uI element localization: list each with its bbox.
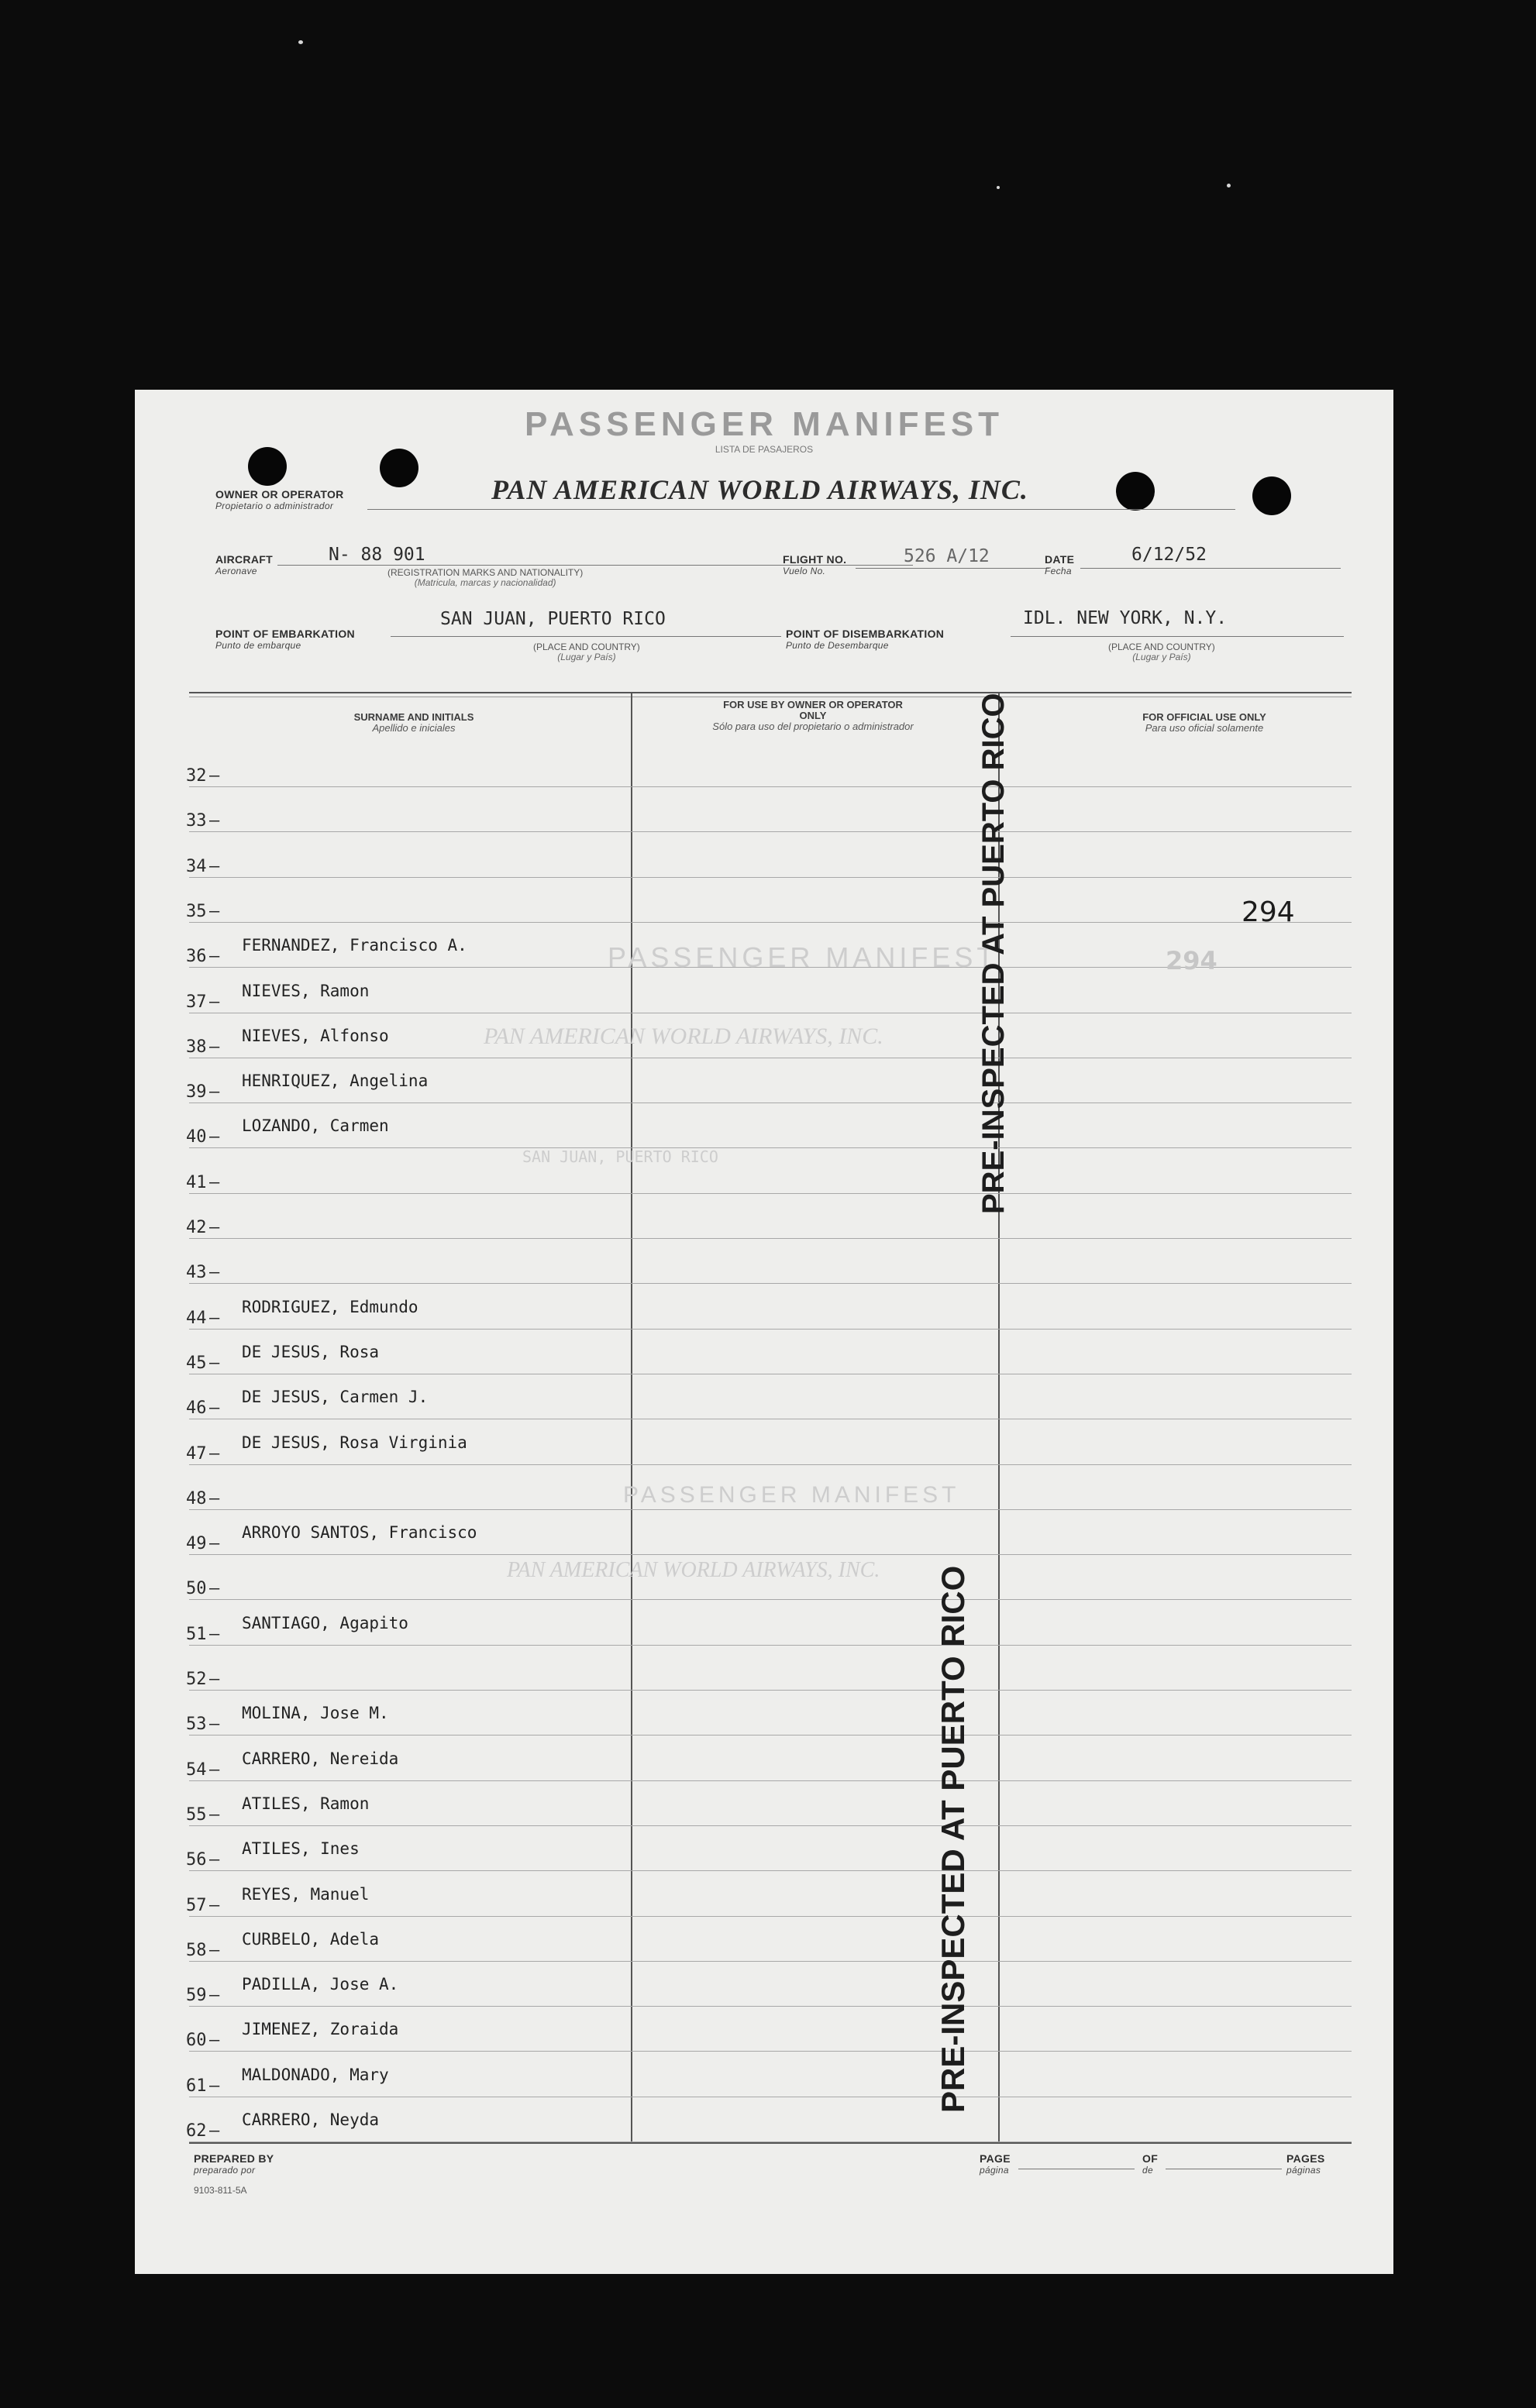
row-number-dash: – bbox=[209, 1760, 220, 1780]
date-value: 6/12/52 bbox=[1131, 545, 1207, 565]
row-number: 38 bbox=[186, 1037, 207, 1057]
passenger-name: SANTIAGO, Agapito bbox=[242, 1613, 408, 1632]
row-number: 43 bbox=[186, 1263, 207, 1283]
bleed-through-title: PASSENGER MANIFEST bbox=[608, 941, 998, 973]
flight-underline bbox=[856, 568, 1049, 569]
row-number: 59 bbox=[186, 1986, 207, 2006]
of-label-en: OF bbox=[1142, 2152, 1159, 2165]
page-label-es: página bbox=[980, 2165, 1009, 2176]
page-label bbox=[980, 2153, 1011, 2176]
bleed-through-embark: SAN JUAN, PUERTO RICO bbox=[522, 1147, 718, 1166]
embarkation-value: SAN JUAN, PUERTO RICO bbox=[440, 609, 666, 629]
row-rule bbox=[189, 1238, 1352, 1239]
disembark-caption-es: (Lugar y País) bbox=[1132, 652, 1191, 662]
row-number: 57 bbox=[186, 1895, 207, 1915]
aircraft-label-es: Aeronave bbox=[215, 566, 257, 576]
punch-hole bbox=[1252, 476, 1291, 515]
row-number-dash: – bbox=[209, 1804, 220, 1825]
carrier-underline bbox=[367, 509, 1235, 510]
row-number: 56 bbox=[186, 1850, 207, 1870]
date-underline bbox=[1080, 568, 1341, 569]
official-use-header-es: Para uso oficial solamente bbox=[1145, 722, 1264, 734]
embark-caption-en: (PLACE AND COUNTRY) bbox=[533, 642, 640, 652]
row-number-dash: – bbox=[209, 1624, 220, 1644]
row-number-dash: – bbox=[209, 2076, 220, 2096]
manifest-subtitle: LISTA DE PASAJEROS bbox=[715, 444, 814, 455]
row-rule bbox=[189, 922, 1352, 923]
row-number-dash: – bbox=[209, 1488, 220, 1508]
embark-label-es: Punto de embarque bbox=[215, 640, 301, 651]
bleed-through-number: 294 bbox=[1166, 946, 1217, 975]
pages-label-es: páginas bbox=[1286, 2165, 1321, 2176]
bleed-through-title-2: PASSENGER MANIFEST bbox=[623, 1482, 960, 1508]
row-rule bbox=[189, 877, 1352, 878]
row-number: 61 bbox=[186, 2076, 207, 2096]
page-label-en: PAGE bbox=[980, 2152, 1011, 2165]
row-number-dash: – bbox=[209, 1172, 220, 1192]
row-number: 46 bbox=[186, 1398, 207, 1419]
row-number: 40 bbox=[186, 1127, 207, 1147]
prepared-by-label-es: preparado por bbox=[194, 2165, 256, 2176]
manifest-title: PASSENGER MANIFEST bbox=[524, 405, 1004, 443]
carrier-name: PAN AMERICAN WORLD AIRWAYS, INC. bbox=[491, 474, 1028, 505]
pages-label bbox=[1286, 2153, 1324, 2176]
aircraft-label-en: AIRCRAFT bbox=[215, 553, 273, 566]
official-use-header-en: FOR OFFICIAL USE ONLY bbox=[1142, 711, 1266, 723]
passenger-name: DE JESUS, Carmen J. bbox=[242, 1388, 429, 1407]
bleed-through-carrier-2: PAN AMERICAN WORLD AIRWAYS, INC. bbox=[507, 1558, 880, 1582]
passenger-name: CURBELO, Adela bbox=[242, 1929, 380, 1949]
row-number-dash: – bbox=[209, 1353, 220, 1373]
row-rule bbox=[189, 1825, 1352, 1826]
owner-use-header-en: FOR USE BY OWNER OR OPERATOR ONLY bbox=[723, 699, 903, 721]
row-rule bbox=[189, 1193, 1352, 1194]
row-number: 36 bbox=[186, 947, 207, 967]
scan-speck bbox=[298, 40, 303, 44]
row-number-dash: – bbox=[209, 2121, 220, 2141]
row-number-dash: – bbox=[209, 1263, 220, 1283]
row-number: 50 bbox=[186, 1579, 207, 1599]
passenger-name: CARRERO, Nereida bbox=[242, 1749, 399, 1768]
row-number: 37 bbox=[186, 992, 207, 1012]
row-number: 42 bbox=[186, 1218, 207, 1237]
registration-caption bbox=[387, 568, 583, 588]
passenger-name: PADILLA, Jose A. bbox=[242, 1975, 399, 1994]
row-number: 49 bbox=[186, 1534, 207, 1554]
row-number-dash: – bbox=[209, 766, 220, 786]
row-number-dash: – bbox=[209, 1127, 220, 1147]
row-number-dash: – bbox=[209, 2031, 220, 2051]
passenger-name: FERNANDEZ, Francisco A. bbox=[242, 936, 467, 955]
row-number-dash: – bbox=[209, 1579, 220, 1599]
row-number: 51 bbox=[186, 1624, 207, 1644]
passenger-name: NIEVES, Alfonso bbox=[242, 1026, 389, 1045]
disembarkation-underline bbox=[1011, 636, 1344, 637]
row-number: 60 bbox=[186, 2031, 207, 2051]
flight-value: 526 A/12 bbox=[904, 546, 990, 566]
row-number-dash: – bbox=[209, 1986, 220, 2006]
row-rule bbox=[189, 2006, 1352, 2007]
passenger-name: ARROYO SANTOS, Francisco bbox=[242, 1523, 477, 1543]
row-number: 32 bbox=[186, 766, 207, 786]
page-number: 294 bbox=[1242, 896, 1295, 928]
row-number: 34 bbox=[186, 856, 207, 876]
disembark-label-en: POINT OF DISEMBARKATION bbox=[786, 628, 945, 640]
passenger-name: NIEVES, Ramon bbox=[242, 981, 370, 1000]
row-rule bbox=[189, 1509, 1352, 1510]
row-number: 54 bbox=[186, 1760, 207, 1780]
row-number-dash: – bbox=[209, 1082, 220, 1103]
row-number-dash: – bbox=[209, 1308, 220, 1328]
row-number: 48 bbox=[186, 1488, 207, 1508]
bleed-through-carrier: PAN AMERICAN WORLD AIRWAYS, INC. bbox=[484, 1023, 883, 1049]
surname-header-es: Apellido e iniciales bbox=[372, 722, 456, 734]
row-rule bbox=[189, 1916, 1352, 1917]
scan-speck bbox=[1227, 184, 1231, 187]
pre-inspected-stamp: PRE-INSPECTED AT PUERTO RICO bbox=[976, 693, 1011, 1214]
row-rule bbox=[189, 1780, 1352, 1781]
passenger-name: CARRERO, Neyda bbox=[242, 2110, 380, 2129]
surname-column-header bbox=[274, 712, 553, 734]
row-number-dash: – bbox=[209, 992, 220, 1012]
row-rule bbox=[189, 1283, 1352, 1284]
row-number-dash: – bbox=[209, 1534, 220, 1554]
date-label-en: DATE bbox=[1045, 553, 1075, 566]
passenger-name: MALDONADO, Mary bbox=[242, 2065, 389, 2084]
punch-hole bbox=[1116, 472, 1155, 511]
owner-label-en: OWNER OR OPERATOR bbox=[215, 488, 344, 501]
owner-use-header-es: Sólo para uso del propietario o administrador bbox=[712, 721, 914, 732]
aircraft-value: N- 88 901 bbox=[329, 545, 425, 565]
of-label bbox=[1142, 2153, 1158, 2176]
row-number: 39 bbox=[186, 1082, 207, 1103]
row-rule bbox=[189, 1690, 1352, 1691]
row-rule bbox=[189, 1554, 1352, 1555]
surname-header-en: SURNAME AND INITIALS bbox=[353, 711, 474, 723]
row-number-dash: – bbox=[209, 1895, 220, 1915]
manifest-sheet bbox=[135, 390, 1393, 2274]
row-number-dash: – bbox=[209, 1715, 220, 1735]
row-number-dash: – bbox=[209, 1218, 220, 1237]
passenger-name: DE JESUS, Rosa bbox=[242, 1342, 380, 1361]
flight-label bbox=[783, 554, 846, 577]
flight-label-es: Vuelo No. bbox=[783, 566, 826, 576]
row-number: 33 bbox=[186, 811, 207, 831]
row-number-dash: – bbox=[209, 901, 220, 921]
aircraft-label bbox=[215, 554, 273, 577]
passenger-name: LOZANDO, Carmen bbox=[242, 1116, 389, 1136]
date-label-es: Fecha bbox=[1045, 566, 1072, 576]
embark-label-en: POINT OF EMBARKATION bbox=[215, 628, 355, 640]
row-number: 58 bbox=[186, 1940, 207, 1960]
owner-operator-label bbox=[215, 489, 344, 512]
of-label-es: de bbox=[1142, 2165, 1153, 2176]
disembark-caption-en: (PLACE AND COUNTRY) bbox=[1108, 642, 1215, 652]
embarkation-label bbox=[215, 628, 355, 652]
row-rule bbox=[189, 831, 1352, 832]
row-number: 52 bbox=[186, 1670, 207, 1689]
disembark-label-es: Punto de Desembarque bbox=[786, 640, 889, 651]
prepared-by-label bbox=[194, 2153, 274, 2176]
row-number: 47 bbox=[186, 1443, 207, 1464]
table-top-rule bbox=[189, 692, 1352, 693]
passenger-name: RODRIGUEZ, Edmundo bbox=[242, 1297, 418, 1316]
passenger-name: JIMENEZ, Zoraida bbox=[242, 2020, 399, 2039]
row-number: 55 bbox=[186, 1804, 207, 1825]
row-number-dash: – bbox=[209, 1398, 220, 1419]
row-rule bbox=[189, 1329, 1352, 1330]
flight-label-en: FLIGHT NO. bbox=[783, 553, 847, 566]
row-number-dash: – bbox=[209, 1670, 220, 1689]
passenger-name: ATILES, Ines bbox=[242, 1839, 360, 1859]
passenger-name: DE JESUS, Rosa Virginia bbox=[242, 1433, 467, 1452]
row-number-dash: – bbox=[209, 1443, 220, 1464]
column-divider-1 bbox=[631, 693, 632, 2142]
row-number-dash: – bbox=[209, 1037, 220, 1057]
row-rule bbox=[189, 2051, 1352, 2052]
prepared-by-label-en: PREPARED BY bbox=[194, 2152, 274, 2165]
pre-inspected-stamp: PRE-INSPECTED AT PUERTO RICO bbox=[935, 1565, 971, 2113]
row-rule bbox=[189, 1870, 1352, 1871]
row-number-dash: – bbox=[209, 811, 220, 831]
form-code: 9103-811-5A bbox=[194, 2185, 247, 2196]
row-number-dash: – bbox=[209, 947, 220, 967]
row-rule bbox=[189, 1645, 1352, 1646]
pages-label-en: PAGES bbox=[1286, 2152, 1325, 2165]
passenger-name: ATILES, Ramon bbox=[242, 1794, 370, 1813]
row-number: 41 bbox=[186, 1172, 207, 1192]
row-rule bbox=[189, 786, 1352, 787]
registration-caption-es: (Matricula, marcas y nacionalidad) bbox=[414, 577, 556, 588]
registration-caption-en: (REGISTRATION MARKS AND NATIONALITY) bbox=[387, 567, 584, 578]
row-number: 35 bbox=[186, 901, 207, 921]
row-number: 62 bbox=[186, 2121, 207, 2141]
embarkation-underline bbox=[391, 636, 781, 637]
date-label bbox=[1045, 554, 1074, 577]
row-number: 44 bbox=[186, 1308, 207, 1328]
footer-rule bbox=[189, 2142, 1352, 2144]
owner-use-column-header bbox=[708, 700, 918, 732]
row-number-dash: – bbox=[209, 1850, 220, 1870]
passenger-name: HENRIQUEZ, Angelina bbox=[242, 1072, 429, 1091]
row-rule bbox=[189, 1147, 1352, 1148]
row-rule bbox=[189, 1464, 1352, 1465]
row-number-dash: – bbox=[209, 1940, 220, 1960]
row-rule bbox=[189, 1599, 1352, 1600]
row-rule bbox=[189, 1961, 1352, 1962]
passenger-name: MOLINA, Jose M. bbox=[242, 1704, 389, 1723]
row-number: 53 bbox=[186, 1715, 207, 1735]
scan-speck bbox=[997, 186, 1000, 189]
disembarkation-label bbox=[786, 628, 944, 652]
disembark-caption bbox=[1108, 642, 1215, 662]
row-number-dash: – bbox=[209, 856, 220, 876]
owner-label-es: Propietario o administrador bbox=[215, 501, 334, 511]
disembarkation-value: IDL. NEW YORK, N.Y. bbox=[1023, 608, 1228, 628]
official-use-column-header bbox=[1088, 712, 1321, 734]
passenger-name: REYES, Manuel bbox=[242, 1884, 370, 1904]
embark-caption bbox=[533, 642, 640, 662]
embark-caption-es: (Lugar y País) bbox=[557, 652, 616, 662]
row-number: 45 bbox=[186, 1353, 207, 1373]
